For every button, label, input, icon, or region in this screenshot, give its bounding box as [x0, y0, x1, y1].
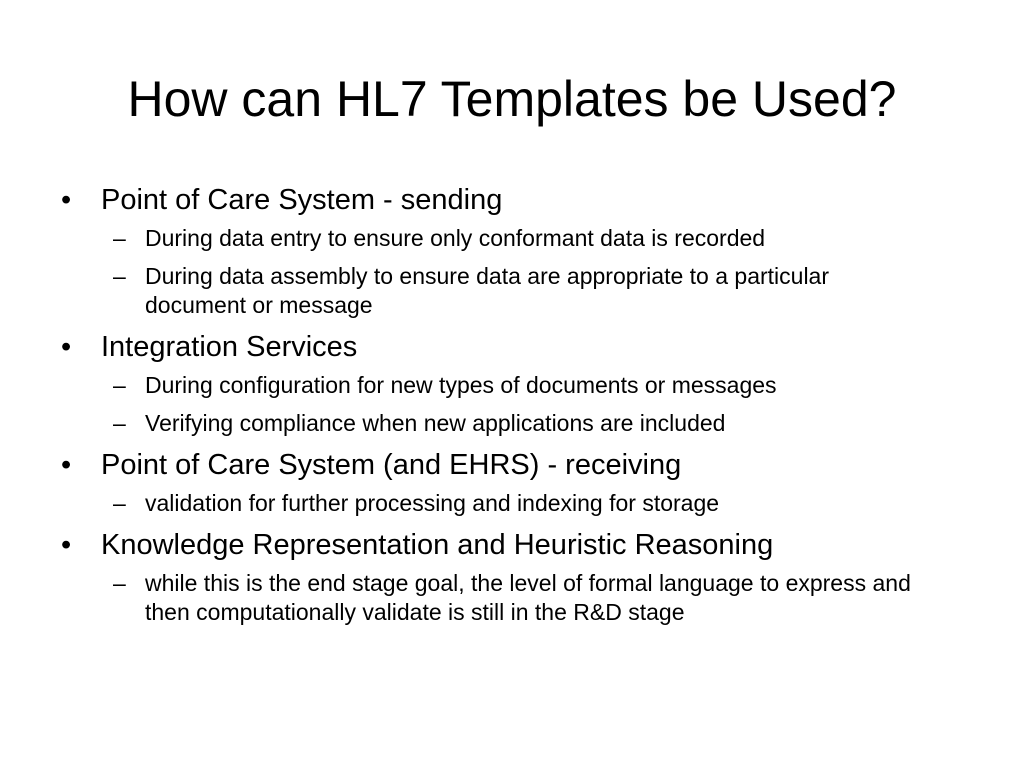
sub-bullet-text: while this is the end stage goal, the level of formal language to express and then computationally validate is still in the R&D stage [145, 570, 911, 625]
sub-bullet-text: validation for further processing and indexing for storage [145, 490, 720, 516]
dash-marker: – [113, 225, 126, 251]
bullet-list [55, 182, 955, 636]
bullet-item [55, 527, 955, 563]
sub-bullet-text: During data assembly to ensure data are appropriate to a particular document or message [145, 263, 830, 318]
sub-bullet-text: During configuration for new types of documents or messages [145, 372, 777, 398]
sub-bullet-item [113, 569, 955, 627]
bullet-item [55, 329, 955, 365]
bullet-text: Point of Care System (and EHRS) - receiving [101, 449, 682, 481]
dash-marker: – [113, 263, 126, 289]
bullet-marker: • [61, 331, 72, 363]
bullet-group [55, 329, 955, 438]
bullet-marker: • [61, 184, 72, 216]
bullet-text: Integration Services [101, 331, 358, 363]
bullet-text: Knowledge Representation and Heuristic Reasoning [101, 529, 774, 561]
slide-title: How can HL7 Templates be Used? [127, 71, 897, 127]
bullet-text: Point of Care System - sending [101, 184, 503, 216]
bullet-item [55, 182, 955, 218]
bullet-item [55, 447, 955, 483]
bullet-marker: • [61, 529, 72, 561]
dash-marker: – [113, 570, 126, 596]
sub-bullet-item [113, 409, 955, 438]
dash-marker: – [113, 490, 126, 516]
dash-marker: – [113, 372, 126, 398]
sub-bullet-item [113, 224, 955, 253]
sub-bullet-item [113, 371, 955, 400]
sub-bullet-item [113, 262, 955, 320]
sub-bullet-text: During data entry to ensure only conformant data is recorded [145, 225, 766, 251]
sub-bullet-item [113, 489, 955, 518]
sub-bullet-text: Verifying compliance when new applications are included [145, 410, 726, 436]
bullet-group [55, 527, 955, 627]
dash-marker: – [113, 410, 126, 436]
bullet-group [55, 447, 955, 518]
bullet-marker: • [61, 449, 72, 481]
bullet-group [55, 182, 955, 320]
